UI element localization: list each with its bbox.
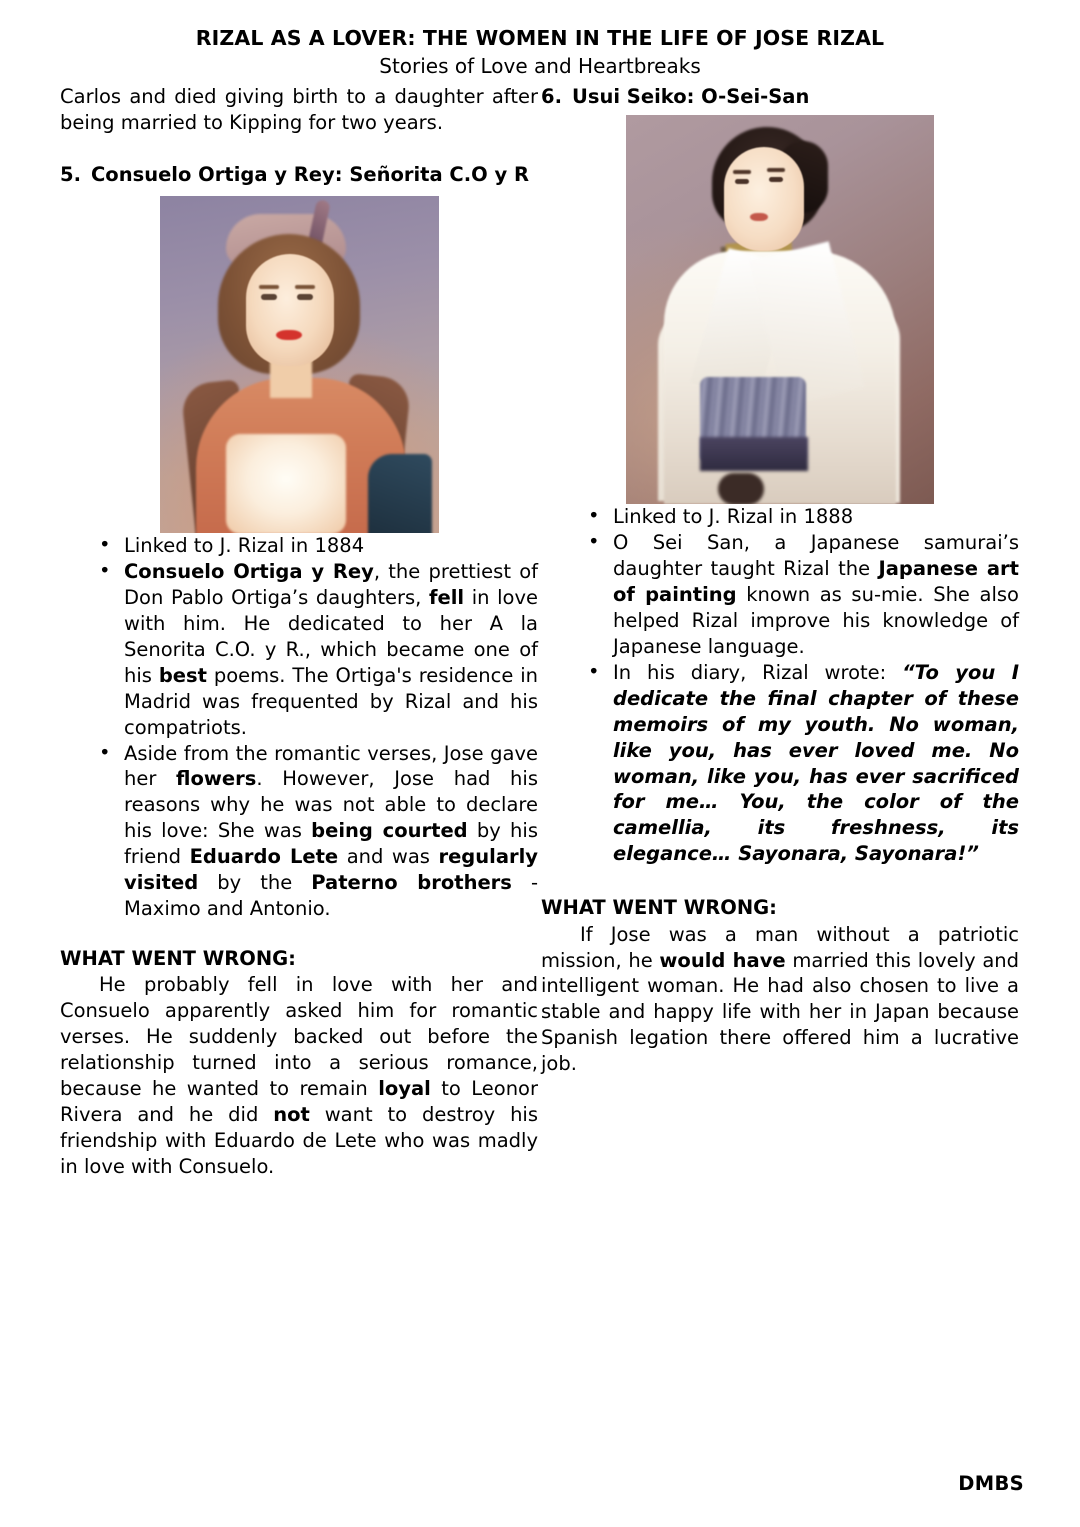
left-column xyxy=(60,84,538,1180)
bold-text: Consuelo Ortiga y Rey xyxy=(124,560,374,584)
bold-text: not xyxy=(273,1102,310,1126)
text-run: - Maximo and Antonio. xyxy=(124,871,538,921)
list-item xyxy=(541,504,1019,530)
list-item xyxy=(60,559,538,740)
list-item xyxy=(60,533,538,559)
consuelo-portrait-image xyxy=(160,196,439,533)
osei-san-portrait-image xyxy=(626,115,934,504)
consuelo-bullet-list xyxy=(60,533,538,922)
left-what-went-wrong-heading: WHAT WENT WRONG: xyxy=(60,947,296,971)
text-run: Linked to J. Rizal in 1884 xyxy=(124,534,365,558)
text-run: to Leonor Rivera and he did xyxy=(60,1077,538,1126)
text-run: , the prettiest of Don Pablo Ortiga’s daughters, xyxy=(124,560,538,610)
section-number-6: 6. xyxy=(541,85,562,108)
continued-paragraph: Carlos and died giving birth to a daughter after being married to Kipping for two years. xyxy=(60,85,538,134)
text-run: If Jose was a man without a patriotic mission, he xyxy=(541,922,1019,972)
bold-text: fell xyxy=(428,586,465,610)
bold-text: flowers xyxy=(176,767,257,791)
text-run: and was xyxy=(338,845,439,869)
bold-text: would have xyxy=(659,948,786,972)
bold-text: loyal xyxy=(378,1077,431,1101)
bold-text: best xyxy=(158,663,207,687)
text-run: want to destroy his friendship with Eduardo de Lete who was madly in love with Consuelo. xyxy=(60,1102,539,1178)
section-heading-6 xyxy=(541,84,1019,109)
bold-text: regularly visited xyxy=(124,845,539,895)
list-item xyxy=(541,660,1019,867)
section-heading-5 xyxy=(60,162,538,187)
consuelo-portrait-wrap xyxy=(60,187,538,533)
section-title-5: Consuelo Ortiga y Rey: Señorita C.O y R xyxy=(91,162,530,186)
quoted-text: “To you I dedicate the final chapter of these memoirs of my youth. No woman, like you, has ever loved me. No woman, like you, has ever sacrificed for me… You, the color of the camellia, its freshness, its elegance… Sayonara, Sayonara!” xyxy=(613,660,1019,866)
document-header xyxy=(0,27,1080,77)
bold-text: Japanese art of painting xyxy=(613,557,1019,607)
two-column-body xyxy=(0,84,1080,1180)
text-run: poems. The Ortiga's residence in Madrid was frequented by Rizal and his compatriots. xyxy=(124,663,538,739)
text-run: In his diary, Rizal wrote: xyxy=(613,660,903,684)
text-run: Aside from the romantic verses, Jose gave her xyxy=(124,741,538,791)
text-run: by the xyxy=(198,871,312,895)
left-what-went-wrong-body xyxy=(60,972,538,1179)
osei-bullet-list xyxy=(541,504,1019,867)
bold-text: being courted xyxy=(311,819,468,843)
text-run: known as su-mie. She also helped Rizal improve his knowledge of Japanese language. xyxy=(613,583,1019,658)
section-title-6: Usui Seiko: O-Sei-San xyxy=(572,85,810,108)
text-run: O Sei San, a Japanese samurai’s daughter taught Rizal the xyxy=(613,531,1019,581)
text-run: He probably fell in love with her and Consuelo apparently asked him for romantic verses. He suddenly backed out before the relationship turned into a serious romance, because he wanted to remain xyxy=(60,973,538,1101)
list-item xyxy=(60,741,538,922)
right-column xyxy=(541,84,1019,1180)
page-title: RIZAL AS A LOVER: THE WOMEN IN THE LIFE OF JOSE RIZAL xyxy=(195,26,885,50)
right-what-went-wrong-body xyxy=(541,922,1019,1078)
section-number-5: 5. xyxy=(60,162,81,186)
text-run: . However, Jose had his reasons why he was not able to declare his love: She was xyxy=(124,767,538,843)
bold-text: Eduardo Lete xyxy=(189,845,339,869)
text-run: by his friend xyxy=(124,819,538,869)
page-subtitle: Stories of Love and Heartbreaks xyxy=(379,53,701,78)
page-footer: DMBS xyxy=(958,1472,1024,1495)
text-run: Linked to J. Rizal in 1888 xyxy=(613,505,854,529)
osei-portrait-wrap xyxy=(541,109,1019,504)
right-what-went-wrong-heading: WHAT WENT WRONG: xyxy=(541,896,777,920)
bold-text: Paterno brothers xyxy=(311,871,512,895)
list-item xyxy=(541,530,1019,660)
text-run: in love with him. He dedicated to her A la Senorita C.O. y R., which became one of his xyxy=(124,586,539,687)
text-run: married this lovely and intelligent woman. He had also chosen to live a stable and happy life with her in Japan because Spanish legation there offered him a lucrative job. xyxy=(541,948,1020,1076)
